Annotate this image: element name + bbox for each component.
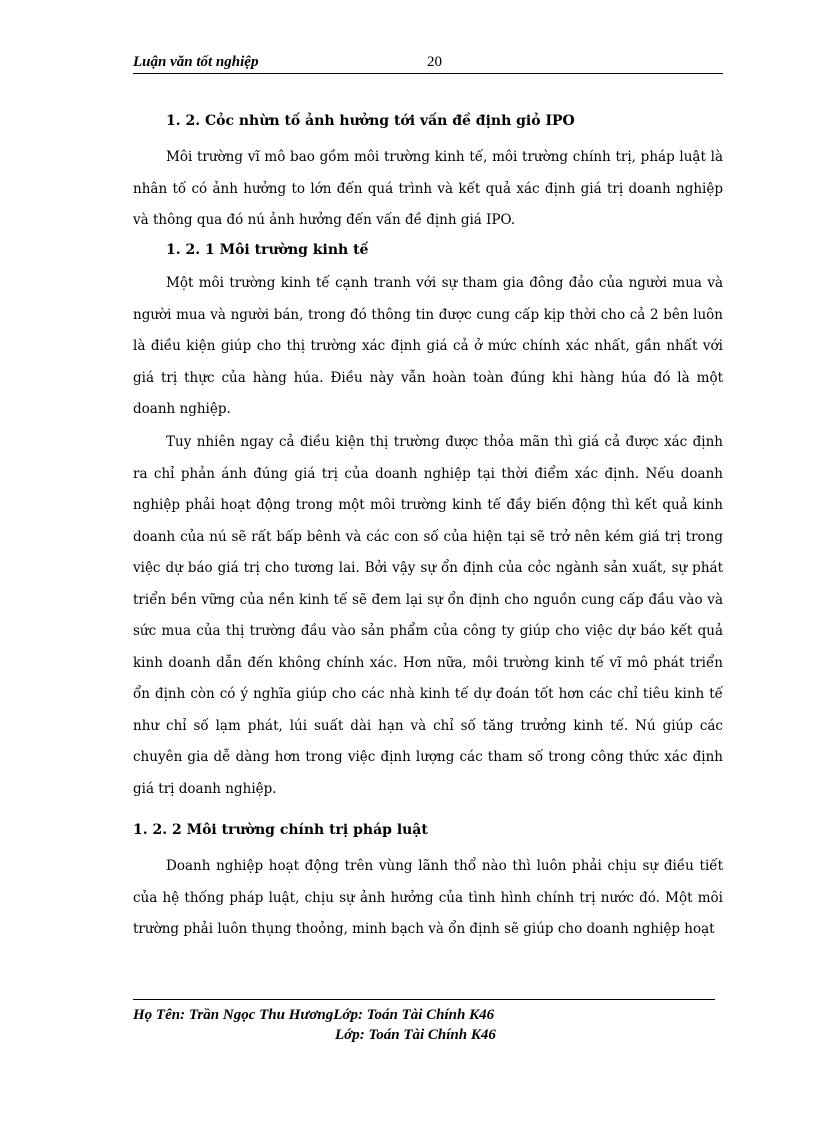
intro-paragraph: Môi trường vĩ mô bao gồm môi trường kinh tế, môi trường chính trị, pháp luật là nhân tố có ảnh hưởng to lớn đến quá trình và kết quả xác định giá trị doanh nghiệp và thông qua đó nú ảnh hưởng đến vấn đề định giá IPO.	[133, 149, 723, 228]
political-paragraph-1: Doanh nghiệp hoạt động trên vùng lãnh thổ nào thì luôn phải chịu sự điều tiết của hệ thống pháp luật, chịu sự ảnh hưởng của tình hình chính trị nước đó. Một môi trường phải luôn thụng thoỏng, minh bạch và ổn định sẽ giúp cho doanh nghiệp hoạt	[133, 858, 723, 937]
subsection-heading-economic: 1. 2. 1 Môi trường kinh tế	[166, 242, 369, 258]
page-header	[133, 53, 723, 74]
header-title: Luận văn tốt nghiệp	[133, 54, 259, 70]
footer-class: Lớp: Toán Tài Chính K46	[335, 1027, 496, 1043]
subsection-heading-political: 1. 2. 2 Môi trường chính trị pháp luật	[133, 822, 428, 838]
section-heading: 1. 2. Cỏc nhừn tố ảnh hưởng tới vấn đề định giỏ IPO	[166, 113, 575, 129]
economic-paragraph-2: Tuy nhiên ngay cả điều kiện thị trường được thỏa mãn thì giá cả được xác định ra chỉ phản ánh đúng giá trị của doanh nghiệp tại thời điểm xác định. Nếu doanh nghiệp phải hoạt động trong một môi trường kinh tế đầy biến động thì kết quả kinh doanh của nú sẽ rất bấp bênh và các con số của hiện tại sẽ trở nên kém giá trị trong việc dự báo giá trị cho tương lai. Bởi vậy sự ổn định của cỏc ngành sản xuất, sự phát triển bền vững của nền kinh tế sẽ đem lại sự ổn định cho nguồn cung cấp đầu vào và sức mua của thị trường đầu vào sản phẩm của công ty giúp cho việc dự báo kết quả kinh doanh dẫn đến không chính xác. Hơn nữa, môi trường kinh tế vĩ mô phát triển ổn định còn có ý nghĩa giúp cho các nhà kinh tế dự đoán tốt hơn các chỉ tiêu kinh tế như chỉ số lạm phát, lúi suất dài hạn và chỉ số tăng trưởng kinh tế. Nú giúp các chuyên gia dễ dàng hơn trong việc định lượng các tham số trong công thức xác định giá trị doanh nghiệp.	[133, 434, 723, 797]
economic-paragraph-1: Một môi trường kinh tế cạnh tranh với sự tham gia đông đảo của người mua và người mua và người bán, trong đó thông tin được cung cấp kịp thời cho cả 2 bên luôn là điều kiện giúp cho thị trường xác định giá cả ở mức chính xác nhất, gần nhất với giá trị thực của hàng húa. Điều này vẫn hoàn toàn đúng khi hàng húa đó là một doanh nghiệp.	[133, 275, 723, 417]
page-number: 20	[427, 54, 442, 70]
footer-author: Họ Tên: Trần Ngọc Thu HươngLớp: Toán Tài Chính K46	[133, 1007, 495, 1023]
footer-divider	[133, 999, 715, 1000]
